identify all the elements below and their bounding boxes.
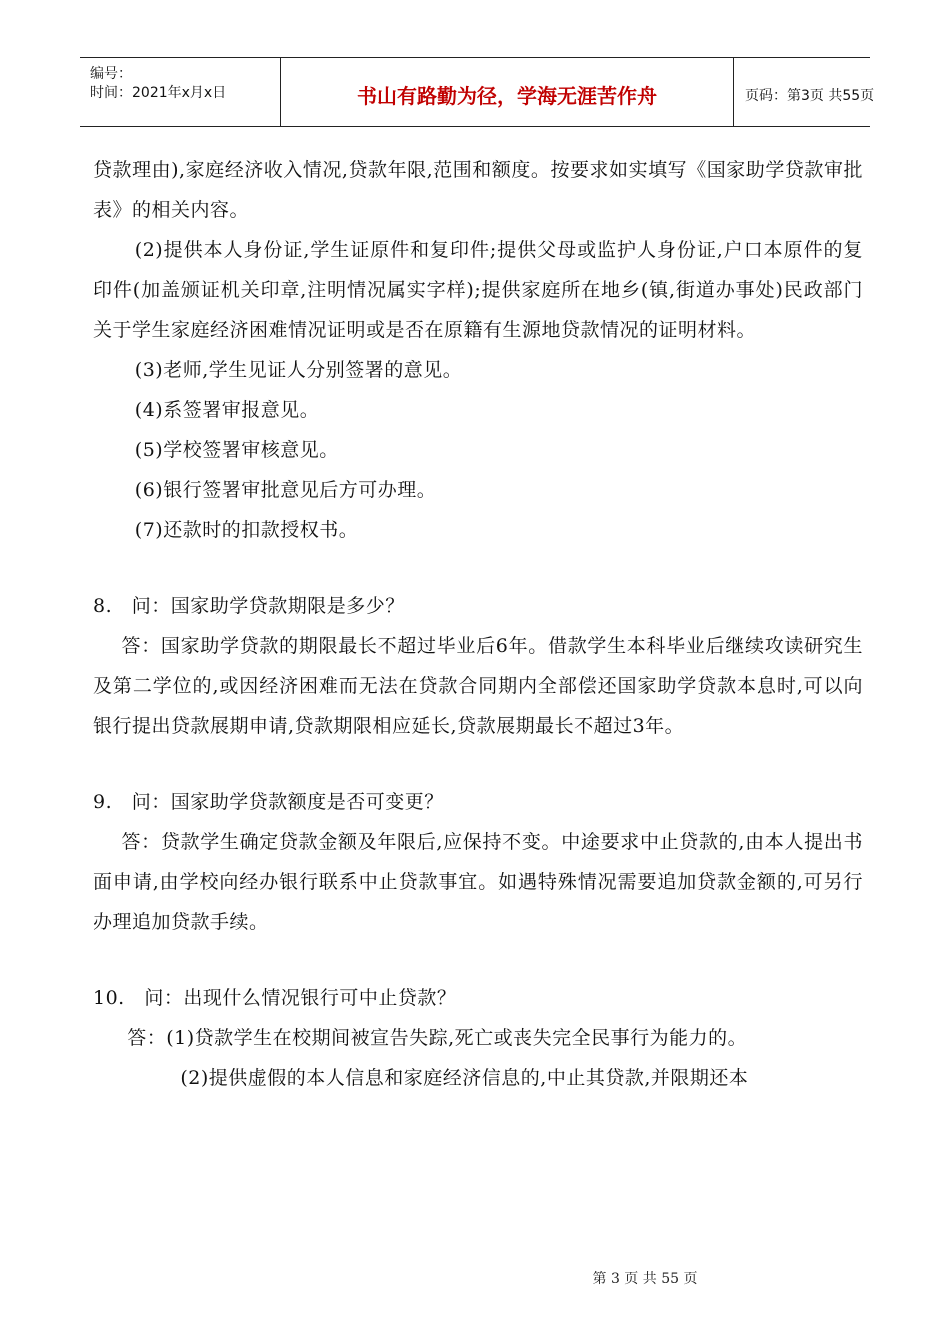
header-page-cell — [733, 58, 875, 126]
answer-paragraph: 答：(1)贷款学生在校期间被宣告失踪,死亡或丧失完全民事行为能力的。 — [127, 1027, 748, 1049]
header-meta-cell — [80, 58, 280, 126]
question-heading: 9. 问：国家助学贷款额度是否可变更？ — [93, 791, 444, 813]
question-heading: 8. 问：国家助学贷款期限是多少？ — [93, 595, 405, 617]
header-motto-cell — [280, 58, 734, 126]
header-page-label: 页码：第3页 共55页 — [745, 88, 875, 104]
list-item: (7)还款时的扣款授权书。 — [134, 519, 359, 541]
document-number-label: 编号： — [90, 66, 132, 82]
answer-paragraph: (2)提供虚假的本人信息和家庭经济信息的,中止其贷款,并限期还本 — [180, 1067, 749, 1089]
document-time-label: 时间：2021年x月x日 — [90, 85, 227, 101]
paragraph: 贷款理由),家庭经济收入情况,贷款年限,范围和额度。按要求如实填写《国家助学贷款审批表》的相关内容。 — [93, 159, 863, 221]
page-footer: 第 3 页 共 55 页 — [592, 1271, 698, 1287]
list-item: (6)银行签署审批意见后方可办理。 — [134, 479, 437, 501]
paragraph: (2)提供本人身份证,学生证原件和复印件;提供父母或监护人身份证,户口本原件的复印件(加盖颁证机关印章,注明情况属实字样);提供家庭所在地乡(镇,街道办事处)民政部门关于学生家庭经济困难情况证明或是否在原籍有生源地贷款情况的证明材料。 — [93, 239, 863, 341]
list-item: (5)学校签署审核意见。 — [134, 439, 339, 461]
list-item: (4)系签署审报意见。 — [134, 399, 320, 421]
list-item: (3)老师,学生见证人分别签署的意见。 — [134, 359, 463, 381]
question-heading: 10. 问：出现什么情况银行可中止贷款？ — [93, 987, 457, 1009]
answer-paragraph: 答：国家助学贷款的期限最长不超过毕业后6年。借款学生本科毕业后继续攻读研究生及第二学位的,或因经济困难而无法在贷款合同期内全部偿还国家助学贷款本息时,可以向银行提出贷款展期申请,贷款期限相应延长,贷款展期最长不超过3年。 — [93, 635, 863, 737]
document-body — [93, 150, 863, 1098]
document-header — [80, 57, 875, 127]
header-motto: 书山有路勤为径，学海无涯苦作舟 — [357, 84, 657, 108]
answer-paragraph: 答：贷款学生确定贷款金额及年限后,应保持不变。中途要求中止贷款的,由本人提出书面申请,由学校向经办银行联系中止贷款事宜。如遇特殊情况需要追加贷款金额的,可另行办理追加贷款手续。 — [93, 831, 863, 933]
